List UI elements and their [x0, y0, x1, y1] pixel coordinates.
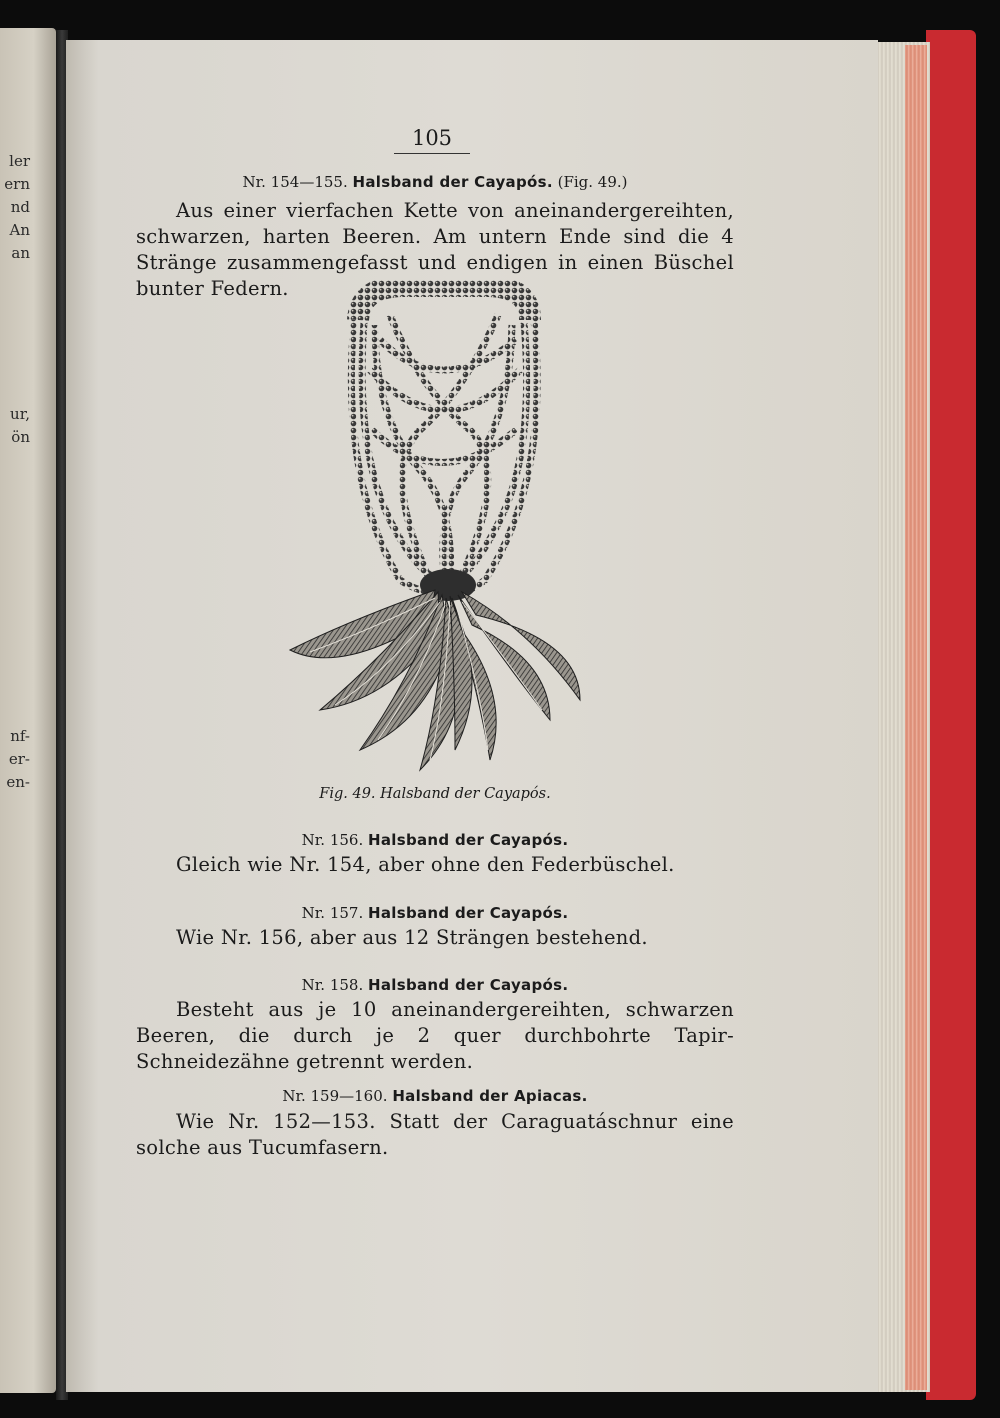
page-number-rule	[394, 153, 470, 154]
necklace-strands	[351, 315, 537, 591]
entry-figure-ref: (Fig. 49.)	[557, 173, 628, 191]
left-fragment: ön	[11, 428, 30, 446]
entry-heading-156	[136, 831, 734, 849]
entry-title: Halsband der Cayapós.	[368, 831, 569, 849]
red-page-edges	[905, 45, 927, 1390]
necklace-collar	[358, 286, 530, 320]
entry-number: Nr. 157.	[301, 904, 364, 922]
left-fragment: ler	[9, 152, 30, 170]
left-fragment-gap	[0, 449, 30, 725]
entry-paragraph: Wie Nr. 156, aber aus 12 Strängen bestehend.	[176, 926, 648, 949]
entry-heading-157	[136, 904, 734, 922]
entry-paragraph: Besteht aus je 10 aneinandergereihten, schwarzen Beeren, die durch je 2 quer durchbohrte Tapir-Schneidezähne getrennt werden.	[136, 998, 734, 1073]
entry-paragraph: Gleich wie Nr. 154, aber ohne den Federbüschel.	[176, 853, 675, 876]
left-fragment: ur,	[10, 405, 30, 423]
left-fragment: ern	[4, 175, 30, 193]
entry-title: Halsband der Cayapós.	[368, 904, 569, 922]
left-page-text-fragments	[0, 150, 30, 794]
left-fragment: en-	[6, 773, 30, 791]
entry-paragraph: Aus einer vierfachen Kette von aneinandergereihten, schwarzen, harten Beeren. Am untern Ende sind die 4 Stränge zusammengefasst und endigen in einen Büschel bunter Federn.	[136, 199, 734, 300]
entry-number: Nr. 156.	[301, 831, 364, 849]
entry-number: Nr. 158.	[301, 976, 364, 994]
entry-title: Halsband der Cayapós.	[352, 173, 553, 191]
left-fragment-gap	[0, 265, 30, 403]
red-book-cover	[926, 30, 976, 1400]
entry-title: Halsband der Apiacas.	[392, 1087, 588, 1105]
entry-heading-158	[136, 976, 734, 994]
entry-text-159-160	[136, 1109, 734, 1161]
left-fragment: nd	[10, 198, 30, 216]
figure-caption: Fig. 49. Halsband der Cayapós.	[319, 786, 551, 802]
entry-number: Nr. 154—155.	[242, 173, 348, 191]
entry-title: Halsband der Cayapós.	[368, 976, 569, 994]
entry-text-157	[136, 925, 734, 951]
entry-number: Nr. 159—160.	[282, 1087, 388, 1105]
feather-tassel	[290, 590, 580, 770]
page-number: 105	[411, 126, 453, 150]
left-fragment: nf-	[10, 727, 30, 745]
necklace-illustration	[280, 280, 590, 780]
left-fragment: er-	[8, 750, 30, 768]
entry-paragraph: Wie Nr. 152—153. Statt der Caraguatáschnur eine solche aus Tucumfasern.	[136, 1110, 734, 1159]
entry-heading-159-160	[136, 1087, 734, 1105]
entry-text-158	[136, 997, 734, 1075]
left-fragment: An	[9, 221, 30, 239]
left-fragment: an	[11, 244, 30, 262]
entry-heading-154-155	[136, 173, 734, 191]
entry-text-156	[136, 852, 734, 878]
